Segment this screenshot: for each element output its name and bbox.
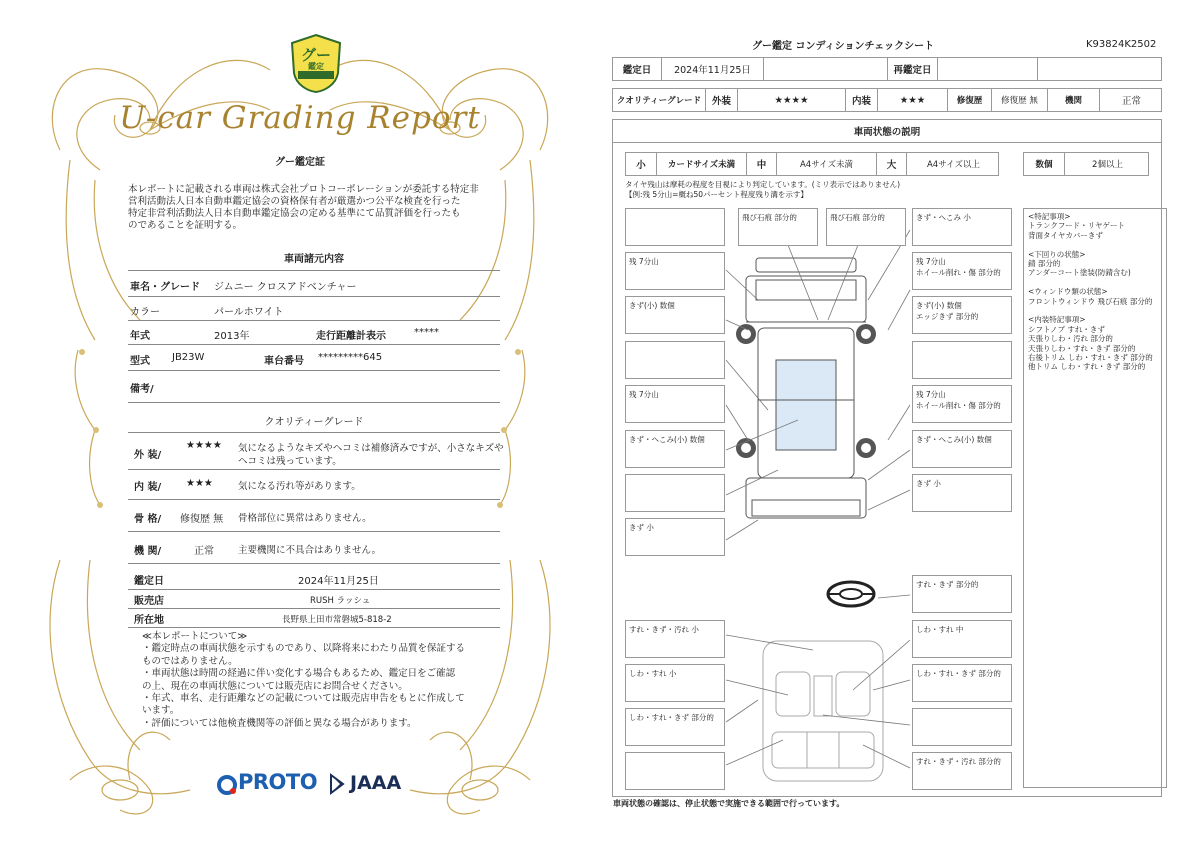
notes-header: ≪本レポートについて≫ (142, 631, 248, 642)
size-mid: 中 (746, 153, 776, 175)
grade-engine-value: 正常 (1099, 89, 1163, 111)
ext-box-text: きず 小 (629, 523, 654, 532)
divider (128, 270, 500, 271)
spec-model-label: 型式 (130, 356, 150, 367)
ext-box-text: きず 小 (916, 479, 941, 488)
info-location-value: 長野県上田市常磐城5-818-2 (282, 615, 392, 625)
remark-line: 錆 部分的 (1028, 259, 1061, 269)
remark-line: <ウィンドウ類の状態> (1028, 287, 1108, 297)
certificate-intro: 本レポートに記載される車両は株式会社プロトコーポレーションが委託する特定非 営利活動法人日本自動車鑑定協会の資格保有者が厳選かつ公平な検査を行った 特定非営利活動法人日本自動車鑑定協会の定める基準にて品質評価を行ったも のであることを証明する。 (128, 184, 479, 231)
divider (128, 320, 500, 321)
spec-mileage-label: 走行距離計表示 (316, 331, 386, 342)
remark-line: 他トリム しわ・すれ・きず 部分的 (1028, 362, 1146, 372)
size-small: 小 (636, 160, 646, 171)
size-large-desc: A4サイズ以上 (906, 153, 1000, 175)
certificate-subtitle: グー鑑定証 (275, 157, 325, 168)
divider (128, 469, 500, 470)
grade-interior-stars: ★★★ (877, 89, 947, 111)
quality-exterior-comment-1: 気になるようなキズやヘコミは補修済みですが、小さなキズや (238, 443, 504, 454)
remark-line: 右後トリム しわ・すれ・きず 部分的 (1028, 353, 1153, 363)
quality-engine-row (128, 542, 500, 562)
quality-exterior-stars: ★★★★ (186, 440, 222, 451)
info-location-label: 所在地 (134, 615, 164, 626)
grade-exterior-stars: ★★★★ (737, 89, 845, 111)
divider (128, 432, 500, 433)
int-box-3 (912, 620, 1012, 658)
spec-header: 車両諸元内容 (284, 254, 344, 265)
condition-header: 車両状態の説明 (612, 119, 1162, 143)
certificate-title: U-car Grading Report (119, 100, 481, 136)
remark-line (1028, 240, 1162, 249)
count-desc: 2個以上 (1064, 153, 1150, 175)
ext-box-text: きず・へこみ(小) 数個 (916, 435, 992, 444)
size-small-desc: カードサイズ未満 (656, 153, 746, 175)
quality-interior-comment: 気になる汚れ等があります。 (238, 481, 361, 492)
grade-repair-value: 修復歴 無 (991, 89, 1047, 111)
remark-line: <内装特記事項> (1028, 315, 1086, 325)
info-dealer-label: 販売店 (134, 596, 164, 607)
goo-appraisal-badge (288, 33, 344, 93)
ext-box-text: きず・へこみ 小 (916, 213, 971, 222)
ext-box-text: 飛び石痕 部分的 (742, 213, 797, 222)
grade-exterior-label: 外装 (705, 89, 737, 111)
count-label: 数個 (1035, 160, 1053, 170)
spec-chassis-label: 車台番号 (264, 356, 304, 367)
int-box-text: すれ・きず 部分的 (916, 580, 979, 589)
ext-box-text: きず(小) 数個 エッジきず 部分的 (916, 301, 979, 321)
ext-box-text: 残 7分山 ホイール削れ・傷 部分的 (916, 257, 1001, 277)
ext-box-text: 残 7分山 ホイール削れ・傷 部分的 (916, 390, 1001, 410)
quality-engine-comment: 主要機関に不具合はありません。 (238, 545, 382, 556)
spec-row-name (128, 278, 500, 298)
quality-frame-row (128, 510, 500, 530)
quality-exterior-comment-2: ヘコミは残っています。 (238, 456, 342, 467)
int-box-1 (912, 575, 1012, 613)
ext-box-text: 飛び石痕 部分的 (830, 213, 885, 222)
quality-frame-value: 修復歴 無 (180, 514, 224, 525)
spec-year-value: 2013年 (214, 331, 250, 342)
quality-frame-label: 骨 格/ (134, 514, 162, 525)
remark-line: <特記事項> (1028, 212, 1071, 221)
grade-label: クオリティーグレード (616, 96, 702, 106)
quality-engine-label: 機 関/ (134, 546, 162, 557)
int-box-text: しわ・すれ 小 (629, 669, 677, 678)
ext-box-text: きず・へこみ(小) 数個 (629, 435, 705, 444)
report-notes (142, 631, 492, 730)
quality-interior-label: 内 装/ (134, 482, 162, 493)
divider (128, 563, 500, 564)
remark-line: 背面タイヤカバーきず (1028, 230, 1103, 240)
remark-line: アンダーコート塗装(防錆含む) (1028, 268, 1131, 278)
sheet-ref-no: K93824K2502 (1086, 39, 1157, 50)
info-date-value: 2024年11月25日 (298, 576, 379, 587)
int-box-4 (625, 664, 725, 702)
divider (128, 499, 500, 500)
quality-engine-value: 正常 (194, 546, 214, 557)
note-line: ・年式、車名、走行距離などの記載については販売店申告をもとに作成して (142, 693, 465, 705)
quality-exterior-row (128, 440, 504, 470)
remark-line: シフトノブ すれ・きず (1028, 324, 1105, 334)
spec-name-value: ジムニー クロスアドベンチャー (214, 282, 357, 293)
footer-logos (216, 770, 416, 802)
tire-note-2: 【例:残 5分山=概ね50パーセント程度残り溝を示す】 (625, 190, 808, 199)
grade-interior-label: 内装 (845, 89, 877, 111)
note-line: ・鑑定時点の車両状態を示すものであり、以降将来にわたり品質を保証する (142, 643, 466, 655)
spec-year-label: 年式 (130, 331, 150, 342)
remark-line: 天張りしわ・すれ・きず 部分的 (1028, 343, 1136, 353)
note-line: の上、現在の車両状態については販売店にお問合せください。 (142, 680, 408, 692)
ext-box-text: 残 7分山 (629, 257, 659, 266)
quality-interior-stars: ★★★ (186, 478, 213, 489)
int-box-8 (625, 752, 725, 790)
svg-text:グー: グー (300, 46, 332, 64)
spec-color-label: カラー (130, 307, 160, 318)
remark-line (1028, 278, 1162, 287)
remark-line: <下回りの状態> (1028, 249, 1086, 259)
remark-line: フロントウィンドウ 飛び石痕 部分的 (1028, 296, 1153, 306)
int-box-9 (912, 752, 1012, 790)
divider (128, 402, 500, 403)
info-dealer-value: RUSH ラッシュ (310, 596, 371, 606)
condition-check-sheet (608, 0, 1200, 848)
reinspect-label: 再鑑定日 (887, 58, 937, 80)
remark-line: 天張りしわ・汚れ 部分的 (1028, 334, 1113, 344)
divider (128, 296, 500, 297)
jaaa-mark-icon (328, 773, 346, 795)
note-line: ものではありません。 (142, 655, 238, 667)
grade-engine-label: 機関 (1047, 89, 1099, 111)
int-box-text: すれ・きず・汚れ 小 (629, 625, 699, 634)
spec-color-value: パールホワイト (214, 307, 284, 318)
proto-mark-icon (216, 774, 238, 796)
int-box-2 (625, 620, 725, 658)
sheet-title: グー鑑定 コンディションチェックシート (752, 41, 935, 52)
date-value: 2024年11月25日 (661, 58, 763, 80)
remark-line: トランクフード・リヤゲート (1028, 221, 1125, 231)
date-label: 鑑定日 (622, 65, 652, 76)
remark-line (1028, 306, 1162, 315)
remarks-panel (1023, 208, 1167, 788)
int-box-5 (912, 664, 1012, 702)
quality-exterior-label: 外 装/ (134, 450, 162, 461)
int-box-6 (625, 708, 725, 746)
spec-chassis-value: *********645 (318, 352, 383, 363)
divider (128, 627, 500, 628)
divider (128, 589, 500, 590)
divider (128, 608, 500, 609)
note-line: ・評価については他検査機関等の評価と異なる場合があります。 (142, 717, 417, 729)
spec-row-remarks (128, 380, 500, 400)
int-box-7 (912, 708, 1012, 746)
jaaa-logo: JAAA (350, 772, 402, 794)
divider (128, 370, 500, 371)
tire-note-1: タイヤ残山は摩耗の程度を目視により判定しています。(ミリ表示ではありません) (625, 180, 901, 189)
spec-mileage-value: ***** (414, 327, 439, 338)
size-large: 大 (876, 153, 906, 175)
sheet-footer: 車両状態の確認は、停止状態で実施できる範囲で行っています。 (613, 799, 845, 808)
int-box-text: しわ・すれ 中 (916, 625, 964, 634)
spec-row-model (128, 352, 500, 372)
int-box-text: すれ・きず・汚れ 部分的 (916, 757, 1001, 766)
divider (128, 531, 500, 532)
spec-remarks-label: 備考/ (130, 384, 154, 395)
spec-model-value: JB23W (172, 352, 205, 363)
info-dealer-row (128, 592, 500, 612)
info-location-row (128, 611, 500, 631)
grade-repair-label: 修復歴 (947, 89, 991, 111)
divider (128, 344, 500, 345)
ext-box-text: きず(小) 数個 (629, 301, 675, 310)
quality-interior-row (128, 478, 500, 498)
ext-box-text: 残 7分山 (629, 390, 659, 399)
int-box-text: しわ・すれ・きず 部分的 (629, 713, 714, 722)
int-box-text: しわ・すれ・きず 部分的 (916, 669, 1001, 678)
note-line: ・車両状態は時間の経過に伴い変化する場合もあるため、鑑定日をご確認 (142, 668, 456, 680)
svg-text:鑑定: 鑑定 (308, 62, 324, 71)
proto-logo: PROTO (238, 770, 318, 794)
spec-name-label: 車名・グレード (130, 282, 200, 293)
size-mid-desc: A4サイズ未満 (776, 153, 876, 175)
info-date-label: 鑑定日 (134, 576, 164, 587)
quality-header: クオリティーグレード (264, 417, 364, 428)
note-line: います。 (142, 705, 180, 717)
quality-frame-comment: 骨格部位に異常はありません。 (238, 513, 372, 524)
